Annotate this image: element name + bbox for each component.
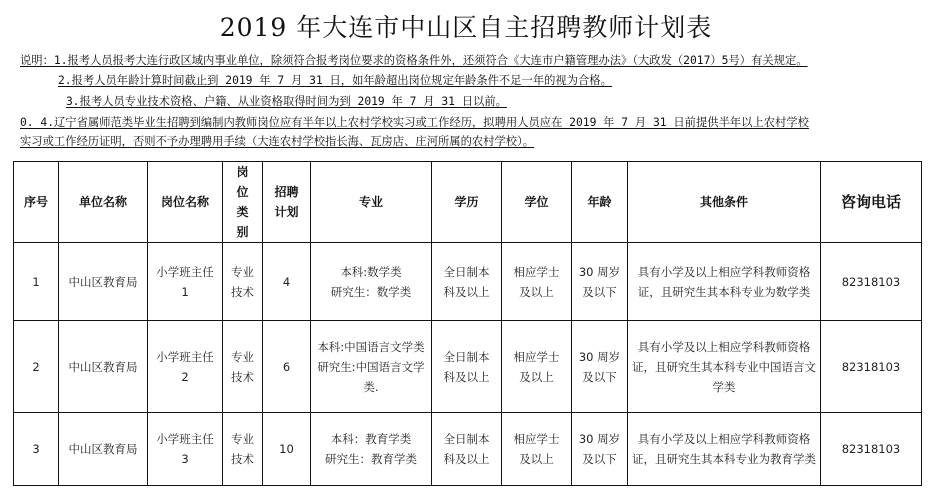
table-row [14, 321, 922, 413]
header-plan-line: 招聘 [274, 185, 299, 199]
table-row [14, 413, 922, 486]
cell-major [311, 243, 432, 321]
page-title: 2019 年大连市中山区自主招聘教师计划表 [219, 13, 713, 42]
cell-post [148, 321, 223, 413]
cell-other: 具有小学及以上相应学科教师资格证，且研究生其本科专业为数学类 [628, 243, 821, 321]
cell-line: 科及以上 [443, 284, 490, 299]
note-line-1: 说明：1.报考人员报考大连行政区域内事业单位，除须符合报考岗位要求的资格条件外，还须符合《大连市户籍管理办法》（大政发（2017）5号）有关规定。 [20, 54, 808, 67]
cell-degree [502, 413, 572, 486]
cell-line: 及以上 [519, 369, 554, 384]
cell-line: 本科:中国语言文学类 [317, 339, 425, 354]
cell-seq: 1 [14, 243, 59, 321]
cell-age [572, 413, 628, 486]
recruitment-plan-table [13, 161, 922, 486]
cell-age [572, 321, 628, 413]
header-plan [263, 162, 311, 243]
note-line-5: 实习或工作经历证明，否则不予办理聘用手续（大连农村学校指长海、瓦房店、庄河所属的农村学校）。 [20, 135, 535, 148]
cell-seq: 3 [14, 413, 59, 486]
cell-line: 研究生:中国语言文学类. [317, 359, 425, 394]
cell-line: 及以上 [519, 452, 554, 466]
cell-line: 1 [181, 284, 189, 299]
cell-education [432, 413, 502, 486]
cell-post [148, 413, 223, 486]
cell-line: 本科：教育学类 [330, 432, 412, 446]
cell-line: 相应学士 [513, 432, 560, 446]
cell-line: 本科:数学类 [340, 264, 402, 279]
cell-major [311, 321, 432, 413]
cell-line: 专业 [231, 349, 254, 364]
cell-line: 及以下 [582, 284, 617, 299]
header-post-type-line: 岗 [236, 165, 249, 179]
table-header-row [14, 162, 922, 243]
cell-line: 全日制本 [443, 432, 490, 446]
header-seq: 序号 [14, 162, 59, 243]
cell-age [572, 243, 628, 321]
cell-line: 技术 [231, 284, 254, 299]
cell-line: 3 [181, 452, 189, 466]
cell-phone: 82318103 [821, 413, 922, 486]
cell-major [311, 413, 432, 486]
cell-line: 小学班主任 [156, 264, 214, 279]
cell-plan: 4 [263, 243, 311, 321]
cell-line: 相应学士 [513, 349, 560, 364]
cell-line: 科及以上 [443, 369, 490, 384]
cell-line: 研究生：数学类 [330, 284, 412, 299]
header-other: 其他条件 [628, 162, 821, 243]
header-post-type [223, 162, 263, 243]
cell-other: 具有小学及以上相应学科教师资格证，且研究生其本科专业为教育学类 [628, 413, 821, 486]
header-post-type-line: 类 [236, 205, 249, 219]
cell-line: 及以下 [582, 452, 617, 466]
cell-line: 小学班主任 [156, 349, 214, 364]
cell-line: 技术 [231, 369, 254, 384]
cell-line: 小学班主任 [156, 432, 214, 446]
note-line-2: 2.报考人员年龄计算时间截止到 2019 年 7 月 31 日，如年龄超出岗位规定年龄条件不足一年的视为合格。 [58, 74, 612, 87]
header-post-type-line: 位 [236, 185, 249, 199]
cell-line: 科及以上 [443, 452, 490, 466]
cell-unit: 中山区教育局 [59, 243, 148, 321]
header-phone: 咨询电话 [821, 162, 922, 243]
table-row [14, 243, 922, 321]
cell-other: 具有小学及以上相应学科教师资格证，且研究生其本科专业中国语言文学类 [628, 321, 821, 413]
cell-line: 及以下 [582, 369, 617, 384]
header-education: 学历 [432, 162, 502, 243]
cell-type [223, 243, 263, 321]
cell-phone: 82318103 [821, 321, 922, 413]
cell-line: 研究生：教育学类 [325, 452, 417, 466]
cell-post [148, 243, 223, 321]
header-plan-line: 计划 [274, 205, 299, 219]
cell-line: 专业 [231, 432, 254, 446]
cell-plan: 10 [263, 413, 311, 486]
cell-type [223, 413, 263, 486]
cell-line: 全日制本 [443, 349, 490, 364]
cell-plan: 6 [263, 321, 311, 413]
cell-line: 30 周岁 [578, 432, 621, 446]
cell-education [432, 321, 502, 413]
cell-line: 相应学士 [513, 264, 560, 279]
cell-line: 技术 [231, 452, 254, 466]
cell-unit: 中山区教育局 [59, 413, 148, 486]
cell-line: 及以上 [519, 284, 554, 299]
cell-line: 30 周岁 [578, 264, 621, 279]
header-degree: 学位 [502, 162, 572, 243]
cell-phone: 82318103 [821, 243, 922, 321]
cell-degree [502, 243, 572, 321]
header-unit: 单位名称 [59, 162, 148, 243]
cell-seq: 2 [14, 321, 59, 413]
note-line-3: 3.报考人员专业技术资格、户籍、从业资格取得时间为到 2019 年 7 月 31 日以前。 [66, 95, 507, 108]
note-line-4: 0. 4.辽宁省属师范类毕业生招聘到编制内教师岗位应有半年以上农村学校实习或工作经历，拟聘用人员应在 2019 年 7 月 31 日前提供半年以上农村学校 [20, 116, 809, 129]
header-post-type-line: 别 [236, 225, 249, 239]
cell-education [432, 243, 502, 321]
cell-unit: 中山区教育局 [59, 321, 148, 413]
cell-line: 专业 [231, 264, 254, 279]
cell-degree [502, 321, 572, 413]
cell-line: 2 [181, 369, 189, 384]
header-major: 专业 [311, 162, 432, 243]
header-age: 年龄 [572, 162, 628, 243]
cell-line: 全日制本 [443, 264, 490, 279]
cell-type [223, 321, 263, 413]
header-post: 岗位名称 [148, 162, 223, 243]
cell-line: 30 周岁 [578, 349, 621, 364]
